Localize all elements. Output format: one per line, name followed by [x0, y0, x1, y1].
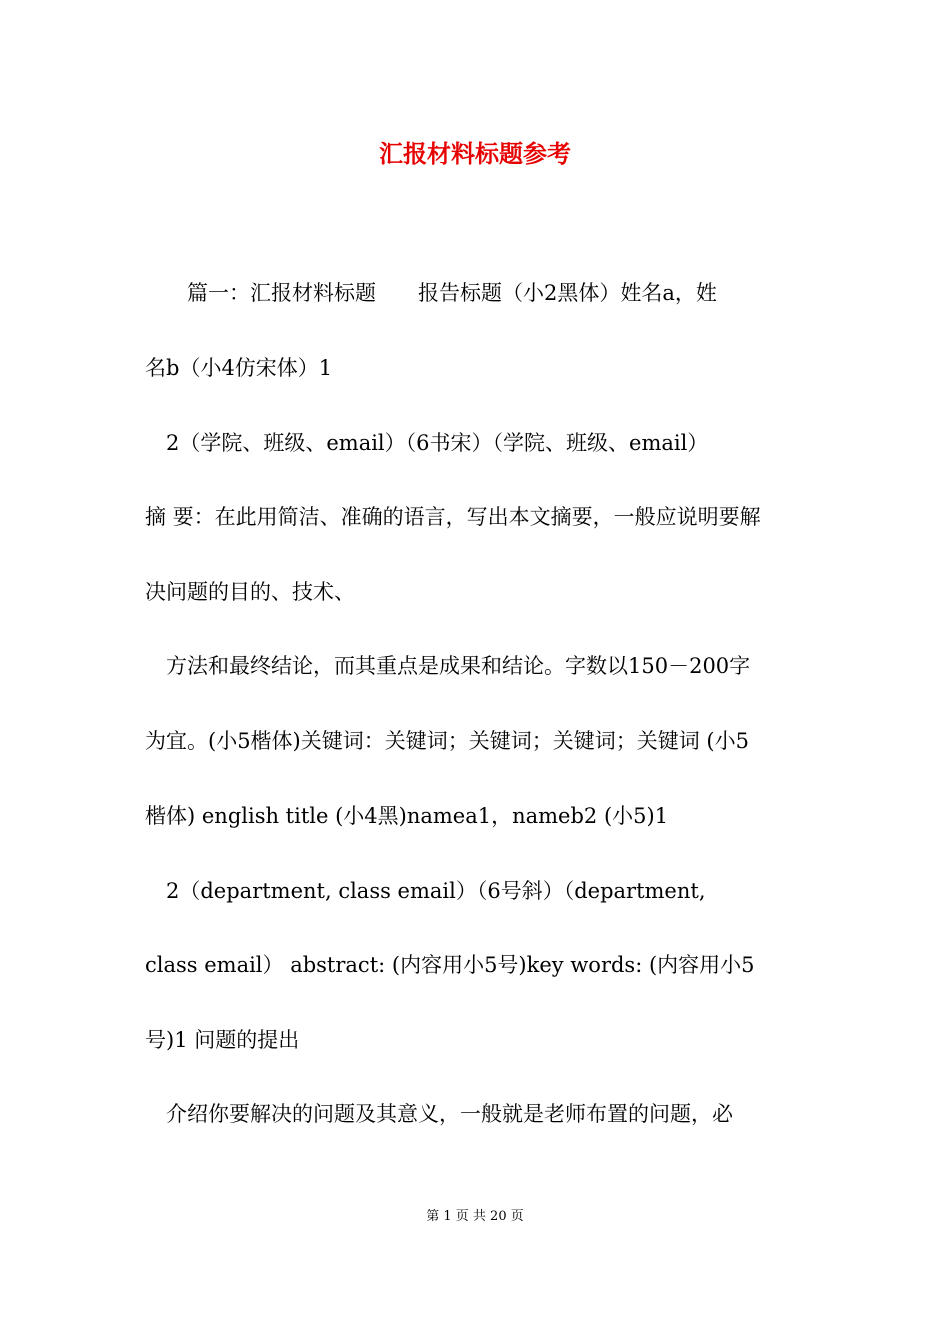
- paragraph-line-12: 介绍你要解决的问题及其意义，一般就是老师布置的问题，必: [145, 1102, 733, 1126]
- paragraph-line-8: 楷体) english title (小4黑)namea1，nameb2 (小5)1: [145, 804, 669, 828]
- paragraph-line-5: 决问题的目的、技术、: [145, 580, 355, 604]
- paragraph-line-4: 摘 要：在此用简洁、准确的语言，写出本文摘要，一般应说明要解: [145, 505, 761, 529]
- paragraph-line-1: 篇一：汇报材料标题 报告标题（小2黑体）姓名a，姓: [145, 281, 717, 305]
- paragraph-line-11: 号)1 问题的提出: [145, 1028, 300, 1052]
- paragraph-line-2: 名b（小4仿宋体）1: [145, 356, 333, 380]
- paragraph-line-10: class email） abstract: (内容用小5号)key words: (内容用小5: [145, 953, 755, 977]
- paragraph-line-6: 方法和最终结论，而其重点是成果和结论。字数以150－200字: [145, 654, 751, 678]
- document-title: 汇报材料标题参考: [379, 140, 571, 168]
- paragraph-line-3: 2（学院、班级、email）（6书宋）（学院、班级、email）: [145, 431, 709, 455]
- paragraph-line-9: 2（department, class email）（6号斜）（department,: [145, 879, 706, 903]
- page-footer: 第 1 页 共 20 页: [426, 1209, 524, 1224]
- paragraph-line-7: 为宜。(小5楷体)关键词：关键词；关键词；关键词；关键词 (小5: [145, 729, 749, 753]
